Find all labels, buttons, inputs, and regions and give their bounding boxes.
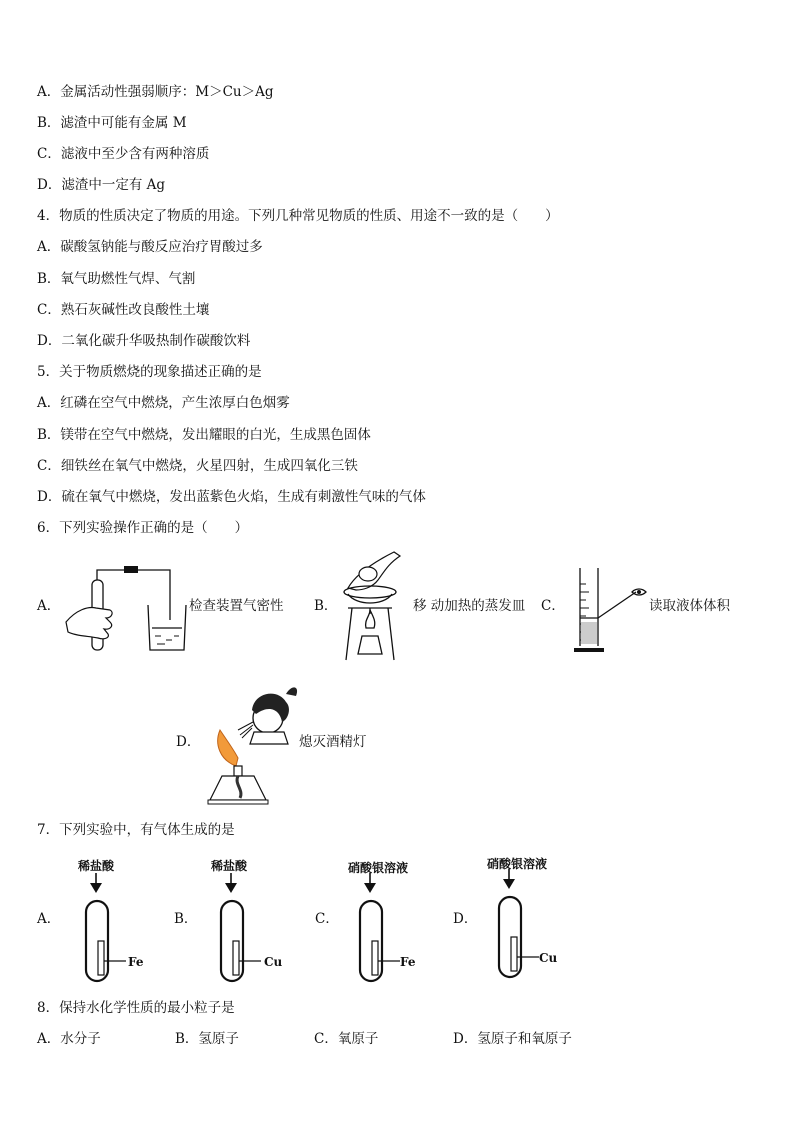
q6-option-a-letter: A．	[37, 598, 61, 614]
q7-option-a-letter: A．	[37, 911, 61, 927]
q7-stem: 7．下列实验中，有气体生成的是	[37, 822, 235, 838]
q6-option-c-text: 读取液体体积	[649, 598, 730, 614]
q7-option-a-reagent: 稀盐酸	[78, 859, 115, 873]
q7-option-a-metal: Fe	[128, 955, 144, 969]
q4-stem: 4．物质的性质决定了物质的用途。下列几种常见物质的性质、用途不一致的是（ ）	[37, 208, 559, 224]
q5-option-a: A．红磷在空气中燃烧，产生浓厚白色烟雾	[37, 395, 290, 411]
q6-option-b-text: 移 动加热的蒸发皿	[413, 598, 526, 614]
q6-option-b-letter: B．	[314, 598, 338, 614]
q5-option-c: C．细铁丝在氧气中燃烧，火星四射，生成四氧化三铁	[37, 458, 358, 474]
q6-option-d-letter: D．	[176, 734, 201, 750]
q7-option-b-reagent: 稀盐酸	[211, 859, 248, 873]
blow-out-lamp-illustration	[200, 670, 300, 812]
q3-option-d: D．滤渣中一定有 Ag	[37, 177, 166, 193]
evaporating-dish-illustration	[338, 548, 410, 663]
q6-option-a-text: 检查装置气密性	[189, 598, 284, 614]
q4-option-b: B．氧气助燃性气焊、气割	[37, 271, 196, 287]
q5-option-b: B．镁带在空气中燃烧，发出耀眼的白光，生成黑色固体	[37, 427, 371, 443]
q8-option-b: B．氢原子	[175, 1031, 239, 1047]
q3-option-c: C．滤液中至少含有两种溶质	[37, 146, 210, 162]
q8-stem: 8．保持水化学性质的最小粒子是	[37, 1000, 235, 1016]
q5-stem: 5．关于物质燃烧的现象描述正确的是	[37, 364, 262, 380]
q7-option-c-tube	[358, 873, 428, 985]
q7-option-b-letter: B．	[174, 911, 198, 927]
q8-option-c: C．氧原子	[314, 1031, 379, 1047]
airtightness-check-illustration	[62, 560, 190, 655]
q6-option-d-text: 熄灭酒精灯	[299, 734, 367, 750]
q7-option-b-metal: Cu	[264, 955, 283, 969]
q3-option-a: A．金属活动性强弱顺序：M＞Cu＞Ag	[37, 84, 274, 100]
q7-option-d-letter: D．	[453, 911, 478, 927]
q4-option-d: D．二氧化碳升华吸热制作碳酸饮料	[37, 333, 251, 349]
q7-option-c-letter: C．	[315, 911, 339, 927]
q8-option-a: A．水分子	[37, 1031, 101, 1047]
q6-option-c-letter: C．	[541, 598, 565, 614]
q7-option-d-reagent: 硝酸银溶液	[487, 857, 548, 871]
q8-option-d: D．氢原子和氧原子	[453, 1031, 572, 1047]
q7-option-c-metal: Fe	[400, 955, 416, 969]
graduated-cylinder-illustration	[570, 564, 650, 654]
q4-option-a: A．碳酸氢钠能与酸反应治疗胃酸过多	[37, 239, 263, 255]
q3-option-b: B．滤渣中可能有金属 M	[37, 115, 187, 131]
q6-stem: 6．下列实验操作正确的是（ ）	[37, 520, 249, 536]
q7-option-c-reagent: 硝酸银溶液	[348, 861, 409, 875]
q7-option-d-metal: Cu	[539, 951, 558, 965]
q4-option-c: C．熟石灰碱性改良酸性土壤	[37, 302, 210, 318]
q5-option-d: D．硫在氧气中燃烧，发出蓝紫色火焰，生成有刺激性气味的气体	[37, 489, 426, 505]
